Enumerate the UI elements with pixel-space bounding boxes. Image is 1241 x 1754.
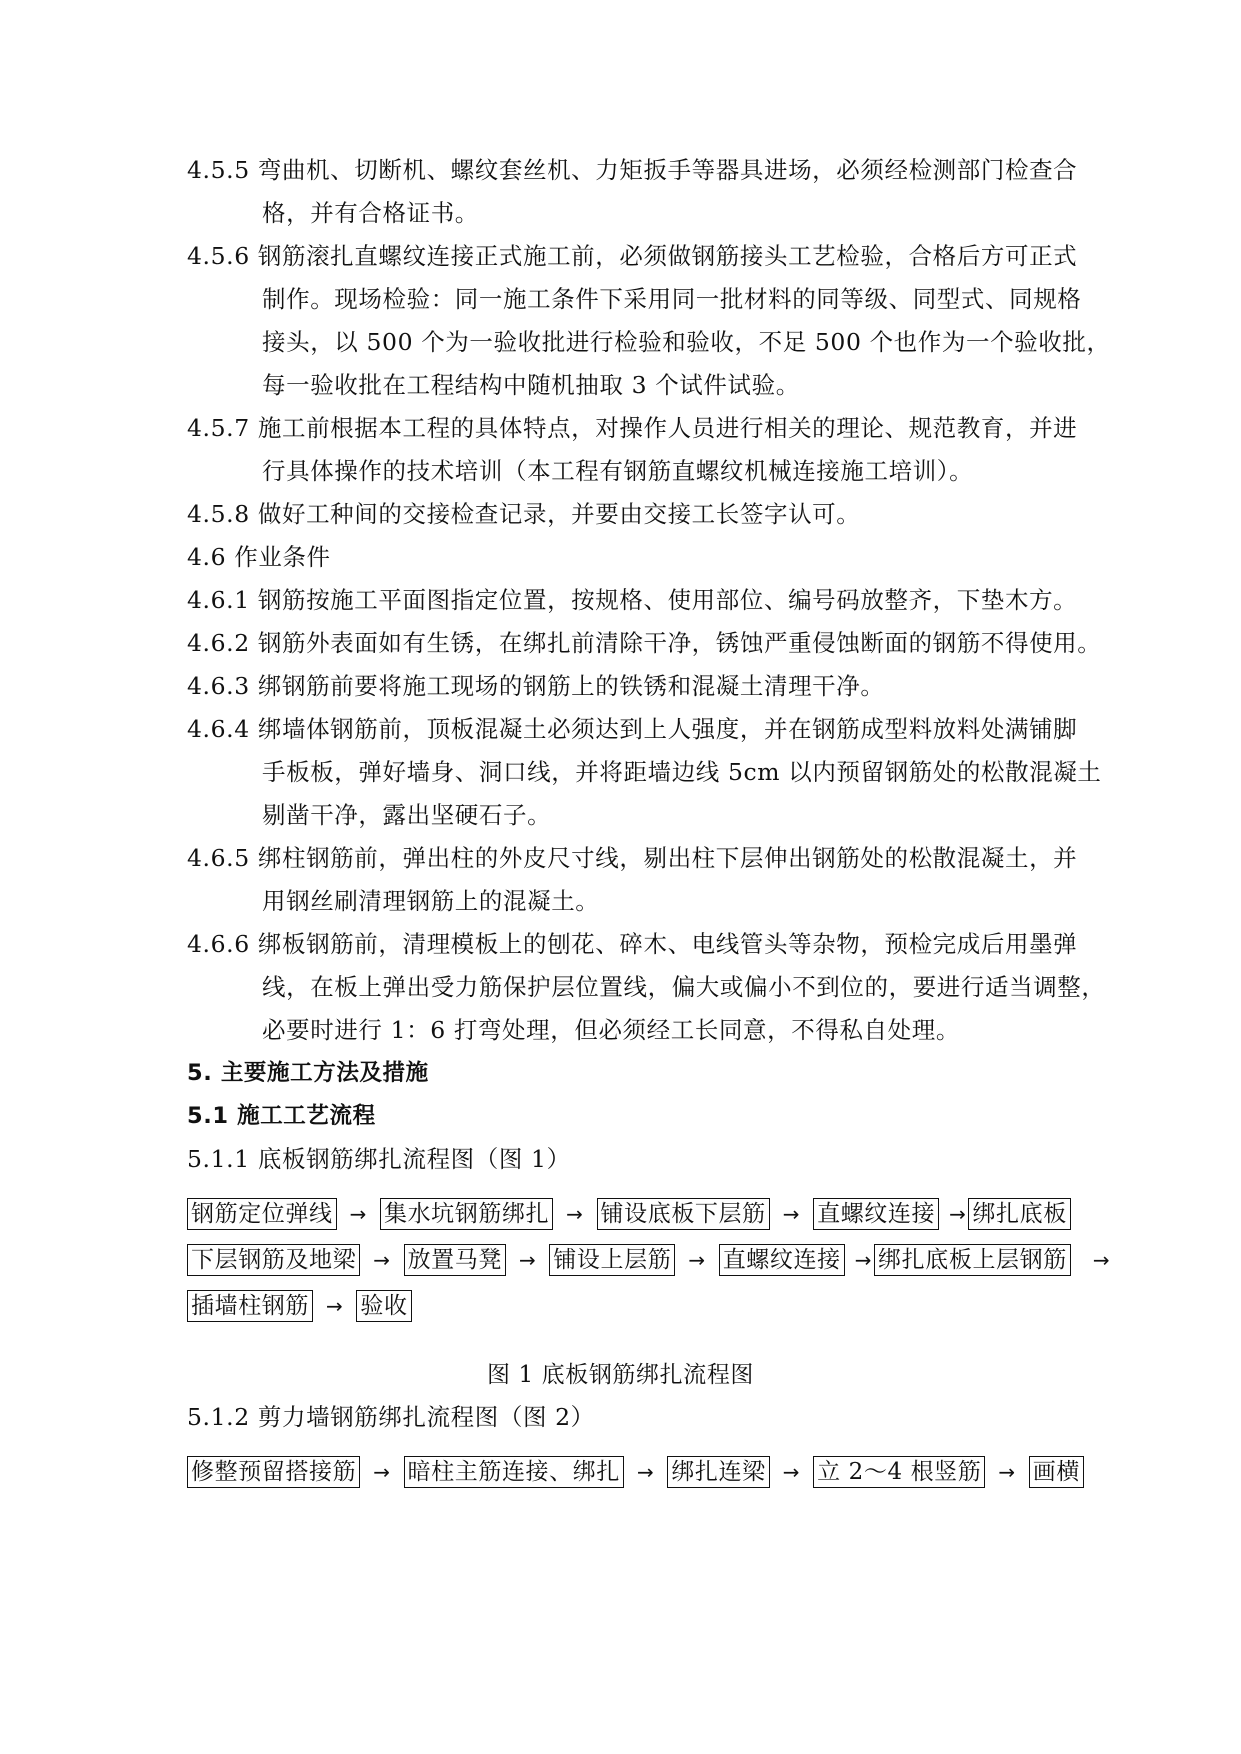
section-4-6-title: 4.6 作业条件: [187, 543, 331, 571]
para-4-5-5-line-1: 4.5.5 弯曲机、切断机、螺纹套丝机、力矩扳手等器具进场，必须经检测部门检查合: [187, 156, 1078, 184]
para-4-5-6-line-2: 制作。现场检验：同一施工条件下采用同一批材料的同等级、同型式、同规格: [262, 285, 1082, 313]
flow-arrow-icon: →: [782, 1460, 801, 1484]
para-4-5-7-line-1: 4.5.7 施工前根据本工程的具体特点，对操作人员进行相关的理论、规范教育，并进: [187, 414, 1078, 442]
flow-arrow-icon: →: [949, 1202, 967, 1226]
para-4-6-5-line-2: 用钢丝刷清理钢筋上的混凝土。: [262, 887, 600, 915]
section-5-1-heading: 5.1 施工工艺流程: [187, 1103, 376, 1129]
para-4-6-1: 4.6.1 钢筋按施工平面图指定位置，按规格、使用部位、编号码放整齐，下垫木方。: [187, 586, 1078, 614]
flow2-row-1: [187, 1455, 1084, 1489]
flow-arrow-icon: →: [349, 1202, 367, 1226]
flow-step: 铺设上层筋: [549, 1244, 675, 1276]
section-5-heading: 5. 主要施工方法及措施: [187, 1060, 429, 1086]
flow-step: 铺设底板下层筋: [597, 1198, 770, 1230]
flow-step: 插墙柱钢筋: [187, 1290, 313, 1322]
flow-step: 下层钢筋及地梁: [187, 1244, 360, 1276]
flow-step: 集水坑钢筋绑扎: [380, 1198, 553, 1230]
flow-step: 立 2～4 根竖筋: [813, 1456, 985, 1488]
flow-step: 绑扎底板: [968, 1198, 1070, 1230]
flow-step: 验收: [356, 1290, 411, 1322]
flow-arrow-icon: →: [854, 1248, 873, 1272]
para-4-5-6-line-1: 4.5.6 钢筋滚扎直螺纹连接正式施工前，必须做钢筋接头工艺检验，合格后方可正式: [187, 242, 1078, 270]
flow-arrow-icon: →: [998, 1460, 1016, 1484]
flow-arrow-icon: →: [688, 1248, 706, 1272]
flow-step: 钢筋定位弹线: [187, 1198, 337, 1230]
flow-step: 绑扎底板上层钢筋: [874, 1244, 1071, 1276]
flow1-row-1: [187, 1197, 1071, 1231]
flow-arrow-icon: →: [782, 1202, 801, 1226]
para-4-5-6-line-4: 每一验收批在工程结构中随机抽取 3 个试件试验。: [262, 371, 800, 399]
para-4-6-3: 4.6.3 绑钢筋前要将施工现场的钢筋上的铁锈和混凝土清理干净。: [187, 672, 885, 700]
para-4-5-8: 4.5.8 做好工种间的交接检查记录，并要由交接工长签字认可。: [187, 500, 861, 528]
flow-step: 修整预留搭接筋: [187, 1456, 360, 1488]
section-5-1-2-heading: 5.1.2 剪力墙钢筋绑扎流程图（图 2）: [187, 1403, 595, 1431]
flow-arrow-icon: →: [1092, 1248, 1111, 1272]
flow-arrow-icon: →: [326, 1294, 344, 1318]
flow1-row-2: [187, 1243, 1110, 1277]
flow-step: 直螺纹连接: [719, 1244, 845, 1276]
flow-arrow-icon: →: [373, 1248, 391, 1272]
flow1-row-3: [187, 1289, 412, 1323]
para-4-5-7-line-2: 行具体操作的技术培训（本工程有钢筋直螺纹机械连接施工培训）。: [262, 457, 974, 485]
figure-1-caption: 图 1 底板钢筋绑扎流程图: [486, 1362, 755, 1388]
flow-step: 画横: [1029, 1456, 1084, 1488]
para-4-6-6-line-2: 线，在板上弹出受力筋保护层位置线，偏大或偏小不到位的，要进行适当调整，: [262, 973, 1106, 1001]
flow-arrow-icon: →: [636, 1460, 655, 1484]
para-4-6-4-line-2: 手板板，弹好墙身、洞口线，并将距墙边线 5cm 以内预留钢筋处的松散混凝土: [262, 758, 1102, 786]
flow-arrow-icon: →: [566, 1202, 584, 1226]
para-4-6-6-line-1: 4.6.6 绑板钢筋前，清理模板上的刨花、碎木、电线管头等杂物，预检完成后用墨弹: [187, 930, 1078, 958]
flow-step: 绑扎连梁: [667, 1456, 769, 1488]
para-4-6-4-line-1: 4.6.4 绑墙体钢筋前，顶板混凝土必须达到上人强度，并在钢筋成型料放料处满铺脚: [187, 715, 1078, 743]
para-4-6-5-line-1: 4.6.5 绑柱钢筋前，弹出柱的外皮尺寸线，剔出柱下层伸出钢筋处的松散混凝土，并: [187, 844, 1078, 872]
flow-arrow-icon: →: [518, 1248, 537, 1272]
flow-arrow-icon: →: [373, 1460, 391, 1484]
para-4-6-2: 4.6.2 钢筋外表面如有生锈，在绑扎前清除干净，锈蚀严重侵蚀断面的钢筋不得使用。: [187, 629, 1102, 657]
para-4-6-4-line-3: 剔凿干净，露出坚硬石子。: [262, 801, 552, 829]
flow-step: 放置马凳: [404, 1244, 506, 1276]
para-4-6-6-line-3: 必要时进行 1：6 打弯处理，但必须经工长同意，不得私自处理。: [262, 1016, 960, 1044]
para-4-5-6-line-3: 接头，以 500 个为一验收批进行检验和验收，不足 500 个也作为一个验收批，: [262, 328, 1111, 356]
para-4-5-5-line-2: 格，并有合格证书。: [262, 199, 479, 227]
flow-step: 暗柱主筋连接、绑扎: [404, 1456, 624, 1488]
flow-step: 直螺纹连接: [813, 1198, 939, 1230]
section-5-1-1-heading: 5.1.1 底板钢筋绑扎流程图（图 1）: [187, 1145, 571, 1173]
